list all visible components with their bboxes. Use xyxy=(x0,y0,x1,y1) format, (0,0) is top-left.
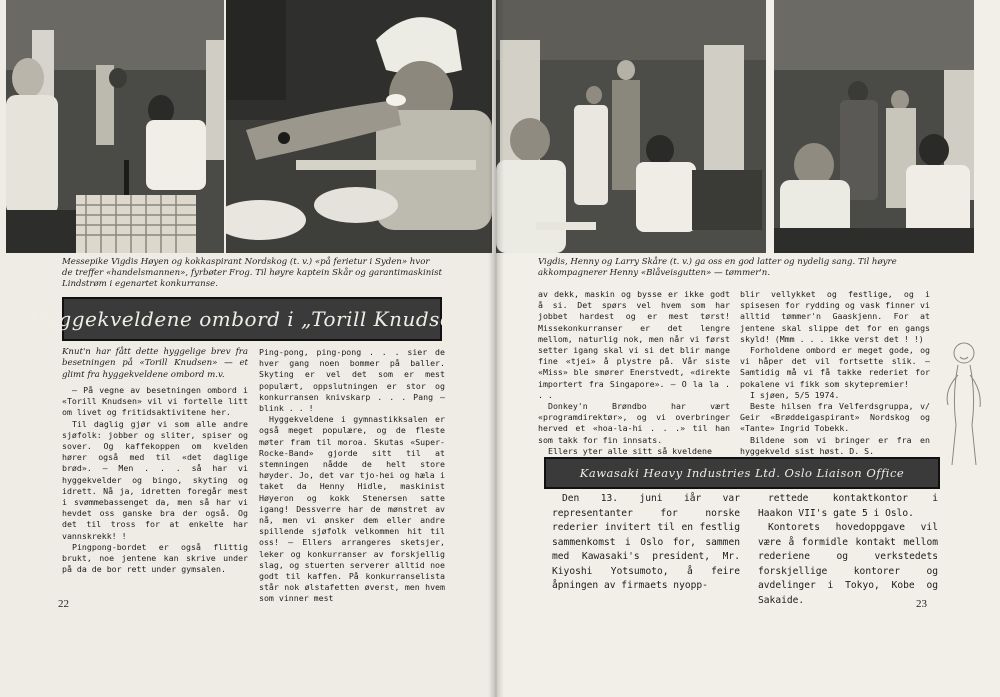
kawasaki-banner xyxy=(544,457,940,489)
right-col1-paragraph: Ellers yter alle sitt så kveldene xyxy=(548,445,712,456)
kawasaki-paragraph: rettede kontaktkontor i Haakon VII's gate 5 i Oslo. xyxy=(758,493,938,519)
kawasaki-column-1 xyxy=(552,492,740,594)
right-col1-paragraph: Donkey'n Brøndbo har vært «programdirektør», og vi overbringer herved et «hoa-la-hi . . .» til han som takk for fin innsats. xyxy=(538,401,730,445)
kawasaki-title: Kawasaki Heavy Industries Ltd. Oslo Liaison Office xyxy=(579,466,905,480)
kawasaki-paragraph: Den 13. juni iår var representanter for norske rederier invitert til en festlig sammenkomst i Oslo for, sammen med Kawasaki's president, Mr. Kiyoshi Yotsumoto, å feire åpningen av firmaets nyopp- xyxy=(552,493,740,591)
right-col2-paragraph: Beste hilsen fra Velferdsgruppa, v/ Geir «Brøddeigaspirant» Nordskog og «Tante» Ingrid Tobekk. xyxy=(740,401,930,434)
right-col2-paragraph: blir vellykket og festlige, og i spisesen for rydding og vask finner vi alltid tømmer'n Gaaskjenn. For at jentene skal slippe det for en gangs skyld! (Mmm . . . ikke verst det ! !) xyxy=(740,289,930,344)
right-column-2 xyxy=(740,289,930,457)
left-col1-paragraph: Til daglig gjør vi som alle andre sjøfolk: jobber og sliter, spiser og sover. Og kaffekoppen om kvelden hører også med til «det daglige brød». — Men . . . så har vi hyggekvelder og bingo, skyting og idrett. Nå ja, idretten foregår mest i svømmebassenget da, men så har vi hevdet oss ganske bra der også. Og det til tross for at enkelte har vannskrekk! ! xyxy=(62,418,248,541)
left-col2-paragraph: Ping-pong, ping-pong . . . sier de hver gang noen bommer på baller. Skyting er vel det som er mest populært, oppslutningen er stor og konkurransen knivskarp . . . Pang — blink . . ! xyxy=(259,347,445,414)
sailor-sketch-illustration xyxy=(938,335,988,475)
left-page xyxy=(0,0,496,697)
left-article-title: Hyggekveldene ombord i „Torill Knudsen" xyxy=(28,307,476,331)
kawasaki-paragraph: Kontorets hovedoppgave vil være å formidle kontakt mellom rederiene og verkstedets forskjellige kontorer og avdelinger i Tokyo, Kobe og Sakaide. xyxy=(758,522,938,606)
left-col2-paragraph: Hyggekveldene i gymnastikksalen er også meget populære, og de fleste møter fram til moroa. Skutas «Super-Rocke-Band» gjorde sitt til at stemningen nådde de helt store høyder. Jo, det var tjo-hei og hæla i taket da Henny Hidle, maskinist Høyeron og kokk Stenersen satte igang! Dessverre har de mønstret av nå, men vi ønsker dem eller andre spillende sjøfolk velkommen hit til oss! — Ellers arrangeres sketsjer, leker og konkurranser av forskjellig slag, og stuerten serverer alltid noe godt til kaffen. På konkurranselista står nok ølstafetten øverst, men hvem som vinner mest xyxy=(259,414,445,604)
left-col1-paragraph: — På vegne av besetningen ombord i «Torill Knudsen» vil vi fortelle litt om livet og fritidsaktivitene her. xyxy=(62,384,248,418)
right-page xyxy=(496,0,1000,697)
left-column-1 xyxy=(62,347,248,575)
left-col1-paragraph: Pingpong-bordet er også flittig brukt, noe jentene kan skrive under på da de bor rett under gymsalen. xyxy=(62,541,248,575)
photo-blindfold-feeding xyxy=(226,0,492,253)
page-number-right: 23 xyxy=(916,598,927,610)
photo-singing-performance xyxy=(496,0,766,253)
page-number-left: 22 xyxy=(58,598,69,610)
right-col2-paragraph: Bildene som vi bringer er fra en hyggekveld sist høst. D. S. xyxy=(740,434,930,456)
right-col1-paragraph: av dekk, maskin og bysse er ikke godt å si. Det spørs vel hvem som har jobbet hardest og er mest tørst! Missekonkurranser er det lengre mellom, naturlig nok, men når vi først setter igang skal vi si det blir mange fine «tjei» å plystre på. Vår siste «Miss» ble smører Enerstvedt, «direkte importert fra Singapore». — O la la . . . xyxy=(538,289,730,400)
photo-dinner-scene xyxy=(6,0,224,253)
left-article-banner xyxy=(28,297,476,341)
right-column-1 xyxy=(538,289,730,457)
right-col2-paragraph: Forholdene ombord er meget gode, og vi håper det vil fortsette slik. — Samtidig må vi få takke rederiet for pokalene vi fikk som skytepremier! xyxy=(740,345,930,389)
kawasaki-column-2 xyxy=(758,492,938,608)
photo-accordion-player xyxy=(774,0,974,253)
right-photo-caption: Vigdis, Henny og Larry Skåre (t. v.) ga oss en god latter og nydelig sang. Til høyre akkompagnerer Henny «Blåveisgutten» — tømmer'n. xyxy=(538,257,897,278)
left-photo-caption: Messepike Vigdis Høyen og kokkaspirant Nordskog (t. v.) «på ferietur i Syden» hvor de treffer «handelsmannen», fyrbøter Frog. Til høyre kaptein Skår og garantimaskinist Lindstrøm i egenartet konkurranse. xyxy=(62,257,442,289)
left-column-2 xyxy=(259,347,445,605)
book-gutter xyxy=(488,0,504,697)
right-col2-paragraph: I sjøen, 5/5 1974. xyxy=(750,389,840,400)
left-intro: Knut'n har fått dette hyggelige brev fra besetningen på «Torill Knudsen» — et glimt fra hyggekveldene ombord m.v. xyxy=(62,347,248,380)
